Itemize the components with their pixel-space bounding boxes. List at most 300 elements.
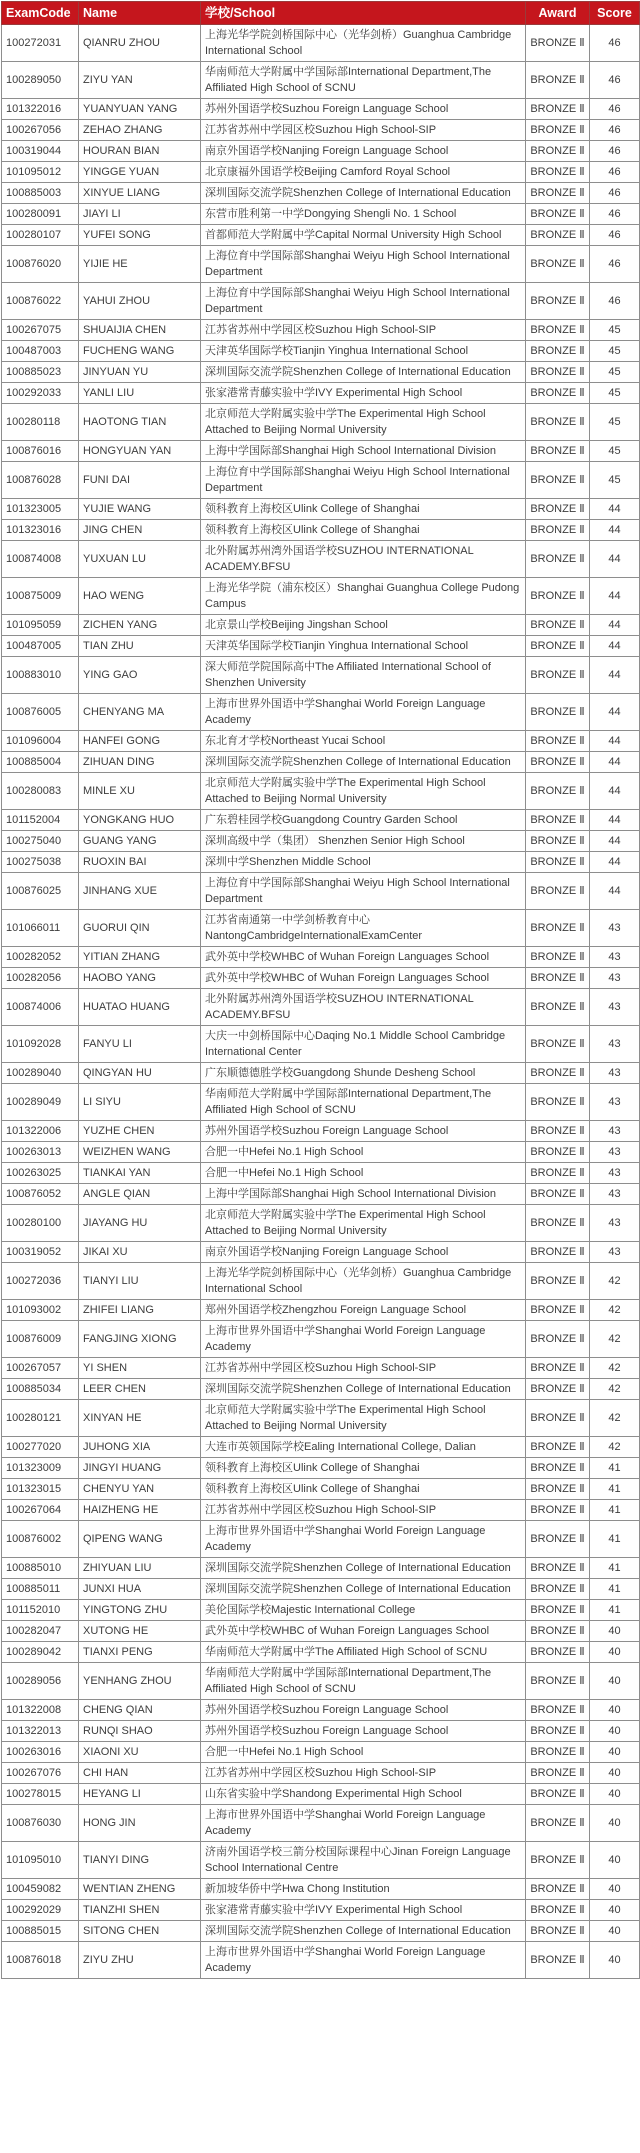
cell-examcode: 100282047 bbox=[2, 1621, 79, 1642]
table-row bbox=[2, 1121, 640, 1142]
table-row bbox=[2, 520, 640, 541]
cell-school: 深圳国际交流学院Shenzhen College of International Education bbox=[201, 362, 526, 383]
cell-name: GUANG YANG bbox=[79, 831, 201, 852]
cell-school: 武外英中学校WHBC of Wuhan Foreign Languages School bbox=[201, 947, 526, 968]
cell-school: 北京师范大学附属实验中学The Experimental High School Attached to Beijing Normal University bbox=[201, 1400, 526, 1437]
cell-name: ZICHEN YANG bbox=[79, 615, 201, 636]
cell-examcode: 100876016 bbox=[2, 441, 79, 462]
table-row bbox=[2, 341, 640, 362]
cell-examcode: 100280121 bbox=[2, 1400, 79, 1437]
cell-award: BRONZE Ⅱ bbox=[526, 657, 590, 694]
cell-school: 上海光华学院剑桥国际中心（光华剑桥）Guanghua Cambridge International School bbox=[201, 1263, 526, 1300]
cell-score: 40 bbox=[590, 1621, 640, 1642]
cell-name: QIANRU ZHOU bbox=[79, 25, 201, 62]
cell-name: FUCHENG WANG bbox=[79, 341, 201, 362]
cell-school: 上海位育中学国际部Shanghai Weiyu High School International Department bbox=[201, 462, 526, 499]
cell-name: YINGTONG ZHU bbox=[79, 1600, 201, 1621]
cell-school: 新加坡华侨中学Hwa Chong Institution bbox=[201, 1879, 526, 1900]
cell-score: 42 bbox=[590, 1437, 640, 1458]
cell-award: BRONZE Ⅱ bbox=[526, 1558, 590, 1579]
col-header-examcode: ExamCode bbox=[2, 2, 79, 25]
table-row bbox=[2, 657, 640, 694]
cell-award: BRONZE Ⅱ bbox=[526, 731, 590, 752]
cell-award: BRONZE Ⅱ bbox=[526, 1942, 590, 1979]
cell-award: BRONZE Ⅱ bbox=[526, 1500, 590, 1521]
cell-examcode: 100267064 bbox=[2, 1500, 79, 1521]
cell-score: 41 bbox=[590, 1558, 640, 1579]
cell-award: BRONZE Ⅱ bbox=[526, 204, 590, 225]
cell-score: 43 bbox=[590, 1063, 640, 1084]
cell-examcode: 100289040 bbox=[2, 1063, 79, 1084]
cell-examcode: 100267076 bbox=[2, 1763, 79, 1784]
cell-name: HUATAO HUANG bbox=[79, 989, 201, 1026]
cell-name: TIANYI DING bbox=[79, 1842, 201, 1879]
cell-school: 北京康福外国语学校Beijing Camford Royal School bbox=[201, 162, 526, 183]
cell-examcode: 100874008 bbox=[2, 541, 79, 578]
table-row bbox=[2, 320, 640, 341]
cell-score: 41 bbox=[590, 1500, 640, 1521]
cell-examcode: 100280083 bbox=[2, 773, 79, 810]
cell-examcode: 100289042 bbox=[2, 1642, 79, 1663]
cell-name: YUXUAN LU bbox=[79, 541, 201, 578]
cell-school: 天津英华国际学校Tianjin Yinghua International School bbox=[201, 636, 526, 657]
cell-school: 华南师范大学附属中学国际部International Department,The Affiliated High School of SCNU bbox=[201, 62, 526, 99]
table-row bbox=[2, 873, 640, 910]
cell-award: BRONZE Ⅱ bbox=[526, 141, 590, 162]
cell-examcode: 101322016 bbox=[2, 99, 79, 120]
cell-score: 44 bbox=[590, 636, 640, 657]
table-row bbox=[2, 62, 640, 99]
cell-name: YI SHEN bbox=[79, 1358, 201, 1379]
cell-name: SITONG CHEN bbox=[79, 1921, 201, 1942]
cell-examcode: 100885023 bbox=[2, 362, 79, 383]
cell-name: XINYUE LIANG bbox=[79, 183, 201, 204]
table-row bbox=[2, 1458, 640, 1479]
cell-examcode: 101322006 bbox=[2, 1121, 79, 1142]
cell-score: 45 bbox=[590, 462, 640, 499]
cell-examcode: 101093002 bbox=[2, 1300, 79, 1321]
cell-award: BRONZE Ⅱ bbox=[526, 283, 590, 320]
cell-score: 40 bbox=[590, 1921, 640, 1942]
cell-award: BRONZE Ⅱ bbox=[526, 1437, 590, 1458]
cell-examcode: 100319052 bbox=[2, 1242, 79, 1263]
cell-score: 44 bbox=[590, 773, 640, 810]
cell-school: 上海市世界外国语中学Shanghai World Foreign Language Academy bbox=[201, 1321, 526, 1358]
cell-score: 43 bbox=[590, 1163, 640, 1184]
cell-award: BRONZE Ⅱ bbox=[526, 1621, 590, 1642]
table-row bbox=[2, 694, 640, 731]
table-row bbox=[2, 441, 640, 462]
cell-score: 41 bbox=[590, 1600, 640, 1621]
cell-award: BRONZE Ⅱ bbox=[526, 852, 590, 873]
table-row bbox=[2, 1063, 640, 1084]
table-row bbox=[2, 1879, 640, 1900]
cell-school: 张家港常青藤实验中学IVY Experimental High School bbox=[201, 383, 526, 404]
cell-examcode: 101323015 bbox=[2, 1479, 79, 1500]
col-header-school: 学校/School bbox=[201, 2, 526, 25]
cell-name: HANFEI GONG bbox=[79, 731, 201, 752]
cell-name: QINGYAN HU bbox=[79, 1063, 201, 1084]
table-row bbox=[2, 1479, 640, 1500]
cell-school: 广东顺德德胜学校Guangdong Shunde Desheng School bbox=[201, 1063, 526, 1084]
cell-name: CHI HAN bbox=[79, 1763, 201, 1784]
cell-school: 北京师范大学附属实验中学The Experimental High School Attached to Beijing Normal University bbox=[201, 773, 526, 810]
cell-school: 东营市胜利第一中学Dongying Shengli No. 1 School bbox=[201, 204, 526, 225]
cell-score: 44 bbox=[590, 578, 640, 615]
cell-school: 深圳国际交流学院Shenzhen College of International Education bbox=[201, 1558, 526, 1579]
cell-score: 42 bbox=[590, 1321, 640, 1358]
cell-award: BRONZE Ⅱ bbox=[526, 120, 590, 141]
cell-score: 44 bbox=[590, 873, 640, 910]
cell-name: JINGYI HUANG bbox=[79, 1458, 201, 1479]
cell-examcode: 100278015 bbox=[2, 1784, 79, 1805]
cell-examcode: 100282056 bbox=[2, 968, 79, 989]
cell-name: YINGGE YUAN bbox=[79, 162, 201, 183]
cell-score: 41 bbox=[590, 1479, 640, 1500]
table-row bbox=[2, 183, 640, 204]
table-row bbox=[2, 636, 640, 657]
cell-score: 42 bbox=[590, 1379, 640, 1400]
cell-examcode: 100876028 bbox=[2, 462, 79, 499]
table-row bbox=[2, 1300, 640, 1321]
cell-school: 大庆一中剑桥国际中心Daqing No.1 Middle School Cambridge International Center bbox=[201, 1026, 526, 1063]
cell-name: TIANYI LIU bbox=[79, 1263, 201, 1300]
table-row bbox=[2, 404, 640, 441]
cell-school: 上海光华学院（浦东校区）Shanghai Guanghua College Pudong Campus bbox=[201, 578, 526, 615]
cell-name: HOURAN BIAN bbox=[79, 141, 201, 162]
table-row bbox=[2, 120, 640, 141]
cell-school: 上海光华学院剑桥国际中心（光华剑桥）Guanghua Cambridge International School bbox=[201, 25, 526, 62]
col-header-name: Name bbox=[79, 2, 201, 25]
cell-score: 45 bbox=[590, 404, 640, 441]
cell-school: 江苏省苏州中学园区校Suzhou High School-SIP bbox=[201, 120, 526, 141]
cell-name: YENHANG ZHOU bbox=[79, 1663, 201, 1700]
cell-school: 江苏省南通第一中学剑桥教育中心NantongCambridgeInternationalExamCenter bbox=[201, 910, 526, 947]
table-row bbox=[2, 1621, 640, 1642]
cell-name: RUNQI SHAO bbox=[79, 1721, 201, 1742]
cell-award: BRONZE Ⅱ bbox=[526, 1084, 590, 1121]
cell-score: 44 bbox=[590, 520, 640, 541]
cell-school: 东北育才学校Northeast Yucai School bbox=[201, 731, 526, 752]
cell-examcode: 101095059 bbox=[2, 615, 79, 636]
cell-school: 首都师范大学附属中学Capital Normal University High School bbox=[201, 225, 526, 246]
cell-score: 42 bbox=[590, 1300, 640, 1321]
cell-name: CHENG QIAN bbox=[79, 1700, 201, 1721]
cell-name: TIANXI PENG bbox=[79, 1642, 201, 1663]
table-row bbox=[2, 989, 640, 1026]
table-row bbox=[2, 773, 640, 810]
cell-examcode: 100292033 bbox=[2, 383, 79, 404]
cell-name: JIAYANG HU bbox=[79, 1205, 201, 1242]
cell-name: GUORUI QIN bbox=[79, 910, 201, 947]
cell-award: BRONZE Ⅱ bbox=[526, 910, 590, 947]
cell-award: BRONZE Ⅱ bbox=[526, 1700, 590, 1721]
cell-name: ANGLE QIAN bbox=[79, 1184, 201, 1205]
cell-score: 46 bbox=[590, 25, 640, 62]
cell-examcode: 100272036 bbox=[2, 1263, 79, 1300]
cell-examcode: 100876052 bbox=[2, 1184, 79, 1205]
cell-name: HAOTONG TIAN bbox=[79, 404, 201, 441]
cell-examcode: 100874006 bbox=[2, 989, 79, 1026]
cell-score: 40 bbox=[590, 1642, 640, 1663]
cell-school: 深圳国际交流学院Shenzhen College of International Education bbox=[201, 752, 526, 773]
cell-name: YING GAO bbox=[79, 657, 201, 694]
cell-score: 46 bbox=[590, 162, 640, 183]
table-row bbox=[2, 1900, 640, 1921]
col-header-award: Award bbox=[526, 2, 590, 25]
cell-award: BRONZE Ⅱ bbox=[526, 578, 590, 615]
cell-name: CHENYANG MA bbox=[79, 694, 201, 731]
cell-award: BRONZE Ⅱ bbox=[526, 1300, 590, 1321]
cell-examcode: 100876002 bbox=[2, 1521, 79, 1558]
cell-examcode: 100876025 bbox=[2, 873, 79, 910]
cell-school: 华南师范大学附属中学国际部International Department,The Affiliated High School of SCNU bbox=[201, 1663, 526, 1700]
cell-examcode: 100487005 bbox=[2, 636, 79, 657]
table-row bbox=[2, 499, 640, 520]
table-row bbox=[2, 1084, 640, 1121]
cell-award: BRONZE Ⅱ bbox=[526, 989, 590, 1026]
cell-name: HAOBO YANG bbox=[79, 968, 201, 989]
cell-name: JUHONG XIA bbox=[79, 1437, 201, 1458]
table-row bbox=[2, 947, 640, 968]
table-row bbox=[2, 225, 640, 246]
cell-award: BRONZE Ⅱ bbox=[526, 1321, 590, 1358]
cell-award: BRONZE Ⅱ bbox=[526, 404, 590, 441]
cell-score: 40 bbox=[590, 1942, 640, 1979]
cell-name: ZEHAO ZHANG bbox=[79, 120, 201, 141]
cell-score: 46 bbox=[590, 204, 640, 225]
table-row bbox=[2, 752, 640, 773]
cell-award: BRONZE Ⅱ bbox=[526, 520, 590, 541]
cell-examcode: 101322008 bbox=[2, 1700, 79, 1721]
table-row bbox=[2, 1184, 640, 1205]
cell-award: BRONZE Ⅱ bbox=[526, 968, 590, 989]
cell-name: TIANZHI SHEN bbox=[79, 1900, 201, 1921]
cell-name: MINLE XU bbox=[79, 773, 201, 810]
table-row bbox=[2, 383, 640, 404]
table-row bbox=[2, 1921, 640, 1942]
cell-school: 上海位育中学国际部Shanghai Weiyu High School International Department bbox=[201, 873, 526, 910]
cell-name: HEYANG LI bbox=[79, 1784, 201, 1805]
cell-examcode: 101095012 bbox=[2, 162, 79, 183]
cell-school: 江苏省苏州中学园区校Suzhou High School-SIP bbox=[201, 1763, 526, 1784]
results-table bbox=[1, 1, 640, 1979]
cell-examcode: 100876020 bbox=[2, 246, 79, 283]
cell-award: BRONZE Ⅱ bbox=[526, 1121, 590, 1142]
cell-award: BRONZE Ⅱ bbox=[526, 1521, 590, 1558]
cell-examcode: 100876030 bbox=[2, 1805, 79, 1842]
cell-award: BRONZE Ⅱ bbox=[526, 183, 590, 204]
cell-name: XINYAN HE bbox=[79, 1400, 201, 1437]
table-row bbox=[2, 1742, 640, 1763]
table-row bbox=[2, 731, 640, 752]
table-body bbox=[2, 25, 640, 1979]
cell-name: JIAYI LI bbox=[79, 204, 201, 225]
cell-school: 华南师范大学附属中学国际部International Department,The Affiliated High School of SCNU bbox=[201, 1084, 526, 1121]
cell-score: 43 bbox=[590, 989, 640, 1026]
cell-name: XUTONG HE bbox=[79, 1621, 201, 1642]
cell-examcode: 100280107 bbox=[2, 225, 79, 246]
cell-score: 40 bbox=[590, 1663, 640, 1700]
table-row bbox=[2, 1700, 640, 1721]
cell-school: 上海市世界外国语中学Shanghai World Foreign Language Academy bbox=[201, 1521, 526, 1558]
cell-score: 43 bbox=[590, 1142, 640, 1163]
cell-school: 深圳国际交流学院Shenzhen College of International Education bbox=[201, 1379, 526, 1400]
cell-examcode: 101152004 bbox=[2, 810, 79, 831]
header-row bbox=[2, 2, 640, 25]
table-row bbox=[2, 1242, 640, 1263]
cell-award: BRONZE Ⅱ bbox=[526, 810, 590, 831]
cell-examcode: 100876022 bbox=[2, 283, 79, 320]
table-row bbox=[2, 1805, 640, 1842]
cell-school: 南京外国语学校Nanjing Foreign Language School bbox=[201, 141, 526, 162]
table-row bbox=[2, 1558, 640, 1579]
cell-award: BRONZE Ⅱ bbox=[526, 1721, 590, 1742]
cell-name: YIJIE HE bbox=[79, 246, 201, 283]
cell-award: BRONZE Ⅱ bbox=[526, 1742, 590, 1763]
cell-name: ZHIYUAN LIU bbox=[79, 1558, 201, 1579]
cell-score: 44 bbox=[590, 852, 640, 873]
table-row bbox=[2, 283, 640, 320]
cell-examcode: 100289049 bbox=[2, 1084, 79, 1121]
cell-score: 42 bbox=[590, 1400, 640, 1437]
cell-examcode: 101323009 bbox=[2, 1458, 79, 1479]
table-row bbox=[2, 1763, 640, 1784]
cell-name: TIANKAI YAN bbox=[79, 1163, 201, 1184]
cell-score: 40 bbox=[590, 1700, 640, 1721]
cell-examcode: 100292029 bbox=[2, 1900, 79, 1921]
cell-score: 40 bbox=[590, 1784, 640, 1805]
cell-score: 44 bbox=[590, 499, 640, 520]
cell-school: 合肥一中Hefei No.1 High School bbox=[201, 1142, 526, 1163]
cell-school: 苏州外国语学校Suzhou Foreign Language School bbox=[201, 1721, 526, 1742]
cell-school: 上海市世界外国语中学Shanghai World Foreign Language Academy bbox=[201, 1805, 526, 1842]
cell-score: 45 bbox=[590, 362, 640, 383]
table-row bbox=[2, 910, 640, 947]
cell-name: JUNXI HUA bbox=[79, 1579, 201, 1600]
cell-examcode: 101095010 bbox=[2, 1842, 79, 1879]
table-row bbox=[2, 1579, 640, 1600]
cell-score: 41 bbox=[590, 1458, 640, 1479]
cell-award: BRONZE Ⅱ bbox=[526, 1805, 590, 1842]
cell-school: 深圳国际交流学院Shenzhen College of International Education bbox=[201, 1921, 526, 1942]
cell-award: BRONZE Ⅱ bbox=[526, 1458, 590, 1479]
cell-award: BRONZE Ⅱ bbox=[526, 1663, 590, 1700]
cell-score: 44 bbox=[590, 731, 640, 752]
cell-score: 45 bbox=[590, 383, 640, 404]
cell-score: 40 bbox=[590, 1805, 640, 1842]
cell-name: ZHIFEI LIANG bbox=[79, 1300, 201, 1321]
cell-award: BRONZE Ⅱ bbox=[526, 1063, 590, 1084]
cell-award: BRONZE Ⅱ bbox=[526, 499, 590, 520]
cell-examcode: 100280118 bbox=[2, 404, 79, 441]
cell-school: 美伦国际学校Majestic International College bbox=[201, 1600, 526, 1621]
cell-examcode: 100280100 bbox=[2, 1205, 79, 1242]
cell-school: 天津英华国际学校Tianjin Yinghua International School bbox=[201, 341, 526, 362]
table-row bbox=[2, 1379, 640, 1400]
cell-score: 43 bbox=[590, 1184, 640, 1205]
cell-name: LI SIYU bbox=[79, 1084, 201, 1121]
table-header bbox=[2, 2, 640, 25]
cell-school: 北外附属苏州湾外国语学校SUZHOU INTERNATIONAL ACADEMY.BFSU bbox=[201, 989, 526, 1026]
cell-score: 43 bbox=[590, 1084, 640, 1121]
table-row bbox=[2, 1205, 640, 1242]
cell-score: 46 bbox=[590, 183, 640, 204]
cell-name: YAHUI ZHOU bbox=[79, 283, 201, 320]
cell-score: 45 bbox=[590, 441, 640, 462]
cell-award: BRONZE Ⅱ bbox=[526, 1642, 590, 1663]
cell-school: 江苏省苏州中学园区校Suzhou High School-SIP bbox=[201, 320, 526, 341]
cell-name: JINHANG XUE bbox=[79, 873, 201, 910]
cell-award: BRONZE Ⅱ bbox=[526, 1026, 590, 1063]
table-row bbox=[2, 1358, 640, 1379]
table-row bbox=[2, 99, 640, 120]
cell-award: BRONZE Ⅱ bbox=[526, 873, 590, 910]
cell-examcode: 100875009 bbox=[2, 578, 79, 615]
cell-examcode: 100876005 bbox=[2, 694, 79, 731]
cell-award: BRONZE Ⅱ bbox=[526, 341, 590, 362]
cell-school: 合肥一中Hefei No.1 High School bbox=[201, 1742, 526, 1763]
cell-score: 40 bbox=[590, 1721, 640, 1742]
cell-examcode: 100876009 bbox=[2, 1321, 79, 1358]
cell-score: 44 bbox=[590, 810, 640, 831]
table-row bbox=[2, 1600, 640, 1621]
cell-score: 43 bbox=[590, 1205, 640, 1242]
cell-award: BRONZE Ⅱ bbox=[526, 1900, 590, 1921]
cell-award: BRONZE Ⅱ bbox=[526, 62, 590, 99]
cell-name: JINYUAN YU bbox=[79, 362, 201, 383]
cell-award: BRONZE Ⅱ bbox=[526, 1358, 590, 1379]
cell-score: 43 bbox=[590, 1026, 640, 1063]
cell-name: ZIYU ZHU bbox=[79, 1942, 201, 1979]
cell-name: LEER CHEN bbox=[79, 1379, 201, 1400]
table-row bbox=[2, 1642, 640, 1663]
cell-name: YONGKANG HUO bbox=[79, 810, 201, 831]
cell-score: 44 bbox=[590, 752, 640, 773]
cell-school: 苏州外国语学校Suzhou Foreign Language School bbox=[201, 99, 526, 120]
table-row bbox=[2, 852, 640, 873]
cell-name: WENTIAN ZHENG bbox=[79, 1879, 201, 1900]
cell-school: 上海市世界外国语中学Shanghai World Foreign Language Academy bbox=[201, 1942, 526, 1979]
cell-examcode: 100876018 bbox=[2, 1942, 79, 1979]
cell-examcode: 100277020 bbox=[2, 1437, 79, 1458]
cell-school: 上海中学国际部Shanghai High School International Division bbox=[201, 1184, 526, 1205]
cell-score: 44 bbox=[590, 657, 640, 694]
cell-examcode: 100885011 bbox=[2, 1579, 79, 1600]
table-row bbox=[2, 1942, 640, 1979]
cell-score: 44 bbox=[590, 615, 640, 636]
cell-award: BRONZE Ⅱ bbox=[526, 1600, 590, 1621]
cell-examcode: 101152010 bbox=[2, 1600, 79, 1621]
cell-score: 40 bbox=[590, 1900, 640, 1921]
cell-award: BRONZE Ⅱ bbox=[526, 1163, 590, 1184]
cell-examcode: 101092028 bbox=[2, 1026, 79, 1063]
table-row bbox=[2, 1500, 640, 1521]
cell-school: 上海中学国际部Shanghai High School International Division bbox=[201, 441, 526, 462]
cell-school: 领科教育上海校区Ulink College of Shanghai bbox=[201, 1479, 526, 1500]
cell-examcode: 100272031 bbox=[2, 25, 79, 62]
table-row bbox=[2, 25, 640, 62]
cell-school: 深圳高级中学（集团） Shenzhen Senior High School bbox=[201, 831, 526, 852]
cell-examcode: 100267056 bbox=[2, 120, 79, 141]
table-row bbox=[2, 1263, 640, 1300]
cell-examcode: 100275040 bbox=[2, 831, 79, 852]
cell-score: 46 bbox=[590, 283, 640, 320]
cell-school: 领科教育上海校区Ulink College of Shanghai bbox=[201, 499, 526, 520]
cell-name: HONG JIN bbox=[79, 1805, 201, 1842]
cell-school: 北外附属苏州湾外国语学校SUZHOU INTERNATIONAL ACADEMY.BFSU bbox=[201, 541, 526, 578]
table-row bbox=[2, 1142, 640, 1163]
